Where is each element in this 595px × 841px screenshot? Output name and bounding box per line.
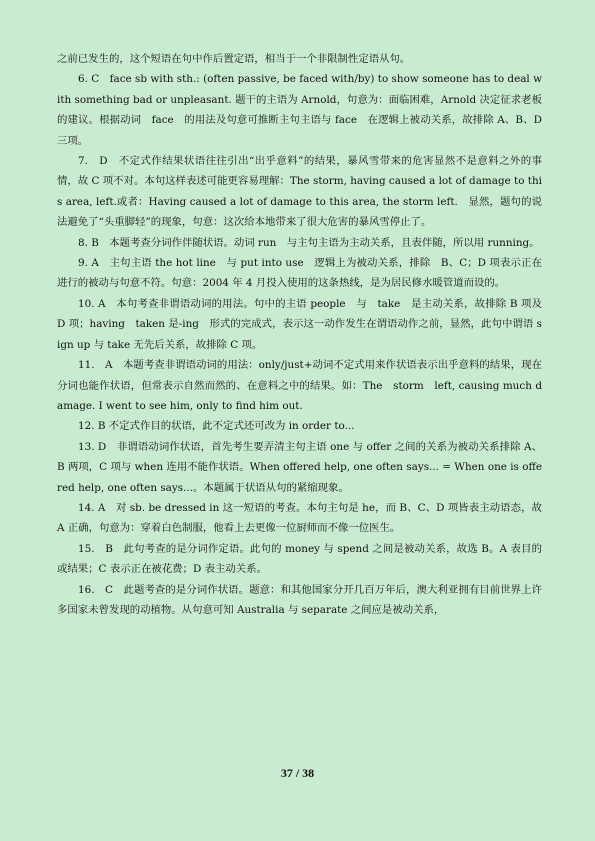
answer-16: 16. C 此题考查的是分词作状语。题意：和其他国家分开几百万年后，澳大利亚拥有目前世界上许多国家未曾发现的动植物。从句意可知 Australia 与 separate 之间应是被动关系， <box>57 583 542 616</box>
answer-8: 8. B 本题考查分词作伴随状语。动词 run 与主句主语为主动关系，且表伴随，所以用 running。 <box>78 236 540 249</box>
answer-13: 13. D 非谓语动词作状语，首先考生要弄清主句主语 one 与 offer 之间的关系为被动关系排除 A、B 两项，C 项与 when 连用不能作状语。When offered help, one often says... = When one is offered help, one often says...。本题属于状语从句的紧缩现象。 <box>57 440 542 494</box>
paragraph-continuation: 之前已发生的，这个短语在句中作后置定语，相当于一个非限制性定语从句。 <box>57 53 411 65</box>
page-number: 37 / 38 <box>280 766 315 780</box>
answer-11: 11. A 本题考查非谓语动词的用法：only/just+动词不定式用来作状语表示出乎意料的结果，现在分词也能作状语，但常表示自然而然的、在意料之中的结果。如：The storm left, causing much damage. I went to see him, only to find him out. <box>57 359 542 412</box>
answer-14: 14. A 对 sb. be dressed in 这一短语的考查。本句主句是 he，而 B、C、D 项皆表主动语态，故 A 正确，句意为：穿着白色制服，他看上去更像一位厨师而不像一位医生。 <box>57 501 542 535</box>
answer-12: 12. B 不定式作目的状语，此不定式还可改为 in order to... <box>78 420 355 433</box>
document-body <box>57 49 542 620</box>
answer-9: 9. A 主句主语 the hot line 与 put into use 逻辑上为被动关系，排除 B、C；D 项表示正在进行的被动与句意不符。句意：2004 年 4 月投入使用的这条热线，是为居民修水暖管道而设的。 <box>57 257 542 290</box>
answer-10: 10. A 本句考查非谓语动词的用法。句中的主语 people 与 take 是主动关系，故排除 B 项及 D 项；having taken 是-ing 形式的完成式，表示这一动作发生在谓语动作之前，显然，此句中谓语 sign up 与 take 无先后关系，故排除 C 项。 <box>57 297 542 351</box>
answer-6: 6. C face sb with sth.: (often passive, be faced with/by) to show someone has to deal with something bad or unpleasant. 题干的主语为 Arnold，句意为：面临困难，Arnold 决定征求老板的建议。根据动词 face 的用法及句意可推断主句主语与 face 在逻辑上被动关系，故排除 A、B、D 三项。 <box>57 73 542 147</box>
answer-15: 15. B 此句考查的是分词作定语。此句的 money 与 spend 之间是被动关系，故选 B。A 表目的或结果；C 表示正在被花费；D 表主动关系。 <box>57 542 542 576</box>
answer-7: 7. D 不定式作结果状语往往引出“出乎意料”的结果，暴风雪带来的危害显然不是意料之外的事情，故 C 项不对。本句这样表述可能更容易理解：The storm, having caused a lot of damage to this area, left.或者：Having caused a lot of damage to this area, the storm left. 显然，题句的说法避免了“头重脚轻”的现象，句意：这次给本地带来了很大危害的暴风雪停止了。 <box>57 155 542 229</box>
